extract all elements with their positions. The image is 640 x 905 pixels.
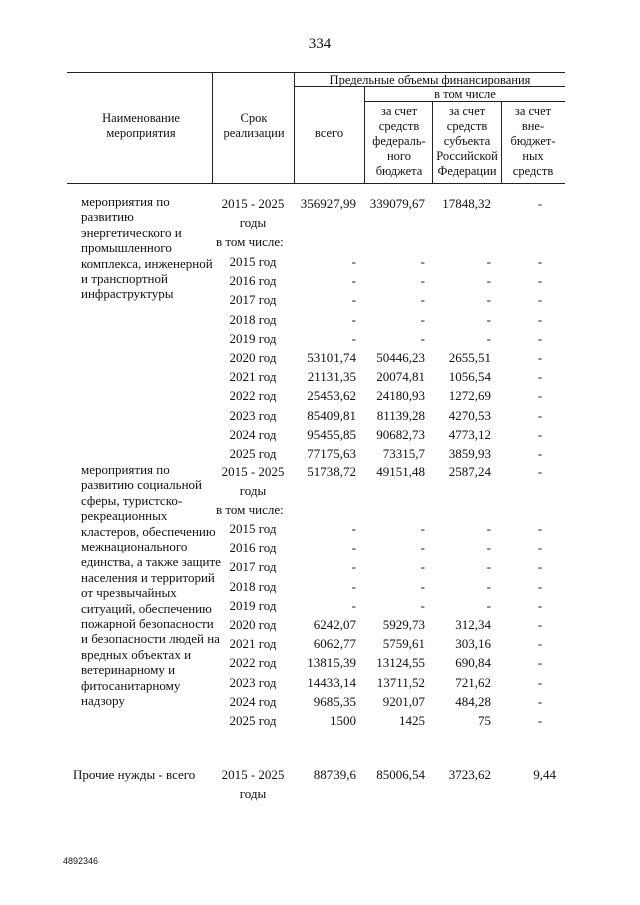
regional-value: 690,84 [455,655,491,670]
federal-value: 13124,55 [376,655,425,670]
regional-value: 2655,51 [448,350,491,365]
section-2-period-unit: годы [239,483,267,498]
year-label: 2015 год [229,254,277,269]
header-divider-1 [212,72,213,183]
federal-value: 13711,52 [376,675,425,690]
section-1-regional: 17848,32 [442,196,491,211]
total-value: - [351,273,356,288]
federal-value: - [420,540,425,555]
federal-value: - [420,292,425,307]
section-1-total: 356927,99 [300,196,356,211]
extra-value: - [537,559,543,574]
year-label: 2019 год [229,598,277,613]
year-label: 2025 год [229,713,277,728]
extra-value: - [537,273,543,288]
federal-value: - [420,331,425,346]
federal-value: 5759,61 [382,636,425,651]
header-total: всего [314,126,344,140]
regional-value: - [486,312,491,327]
regional-value: 3859,93 [448,446,491,461]
total-value: - [351,540,356,555]
header-regional: за счет средств субъекта Российской Федерации [436,104,498,178]
regional-value: 721,62 [455,675,491,690]
section-2-name: мероприятия по развитию социальной сферы, туристско-рекреационных кластеров, обеспечению межнационального единства, а также защите населения и территорий от чрезвычайных ситуаций, обеспечению пожарной безопасности и безопасности людей на вредных объектах и ветеринарному и фитосанитарному надзору [81,462,221,709]
year-label: 2021 год [229,369,277,384]
year-label: 2018 год [229,579,277,594]
regional-value: - [486,559,491,574]
regional-value: - [486,292,491,307]
header-federal: за счет средств федераль-ного бюджета [372,104,426,178]
header-name: Наименование мероприятия [102,111,180,140]
extra-value: - [537,579,543,594]
other-needs-extra: 9,44 [533,767,556,782]
federal-value: 73315,7 [382,446,425,461]
section-1-extra: - [537,196,543,211]
section-1-federal: 339079,67 [369,196,425,211]
header-divider-2 [294,72,295,183]
extra-value: - [537,292,543,307]
federal-value: 1425 [399,713,425,728]
regional-value: 4773,12 [448,427,491,442]
header-divider-5 [501,101,502,183]
total-value: 85409,81 [307,408,356,423]
regional-value: - [486,331,491,346]
section-2-federal: 49151,48 [376,464,425,479]
extra-value: - [537,446,543,461]
regional-value: - [486,540,491,555]
other-needs-regional: 3723,62 [448,767,491,782]
extra-value: - [537,331,543,346]
federal-value: 50446,23 [376,350,425,365]
total-value: 1500 [330,713,356,728]
extra-value: - [537,369,543,384]
year-label: 2017 год [229,292,277,307]
year-label: 2020 год [229,617,277,632]
section-2-including: в том числе: [216,502,284,517]
total-value: - [351,312,356,327]
year-label: 2016 год [229,540,277,555]
total-value: - [351,579,356,594]
regional-value: 484,28 [455,694,491,709]
total-value: 95455,85 [307,427,356,442]
year-label: 2019 год [229,331,277,346]
year-label: 2022 год [229,655,277,670]
total-value: 21131,35 [307,369,356,384]
section-2-total: 51738,72 [307,464,356,479]
federal-value: 9201,07 [382,694,425,709]
extra-value: - [537,427,543,442]
federal-value: 24180,93 [376,388,425,403]
year-label: 2015 год [229,521,277,536]
section-2-period: 2015 - 2025 [221,464,285,479]
footer-code: 4892346 [63,856,99,866]
regional-value: - [486,254,491,269]
extra-value: - [537,636,543,651]
federal-value: - [420,273,425,288]
year-label: 2022 год [229,388,277,403]
federal-value: - [420,254,425,269]
total-value: 6062,77 [313,636,356,651]
regional-value: 303,16 [455,636,491,651]
total-value: 53101,74 [307,350,356,365]
extra-value: - [537,388,543,403]
regional-value: - [486,598,491,613]
year-label: 2025 год [229,446,277,461]
extra-value: - [537,408,543,423]
other-needs-period: 2015 - 2025 [221,767,285,782]
regional-value: 1272,69 [448,388,491,403]
federal-value: - [420,598,425,613]
total-value: - [351,331,356,346]
header-funding-title: Предельные объемы финансирования [329,73,531,87]
section-1-period: 2015 - 2025 [221,196,285,211]
year-label: 2020 год [229,350,277,365]
total-value: 77175,63 [307,446,356,461]
total-value: 25453,62 [307,388,356,403]
section-1-including: в том числе: [216,234,284,249]
federal-value: 90682,73 [376,427,425,442]
regional-value: 312,34 [455,617,491,632]
other-needs-total: 88739,6 [313,767,356,782]
regional-value: - [486,579,491,594]
header-bottom-rule [67,183,565,184]
section-1-name: мероприятия по развитию энергетического и промышленного комплекса, инженерной и транспортной инфраструктуры [81,194,213,302]
year-label: 2023 год [229,675,277,690]
other-needs-name: Прочие нужды - всего [73,767,196,782]
regional-value: 75 [478,713,491,728]
header-term: Срок реализации [223,111,285,140]
regional-value: - [486,521,491,536]
year-label: 2023 год [229,408,277,423]
section-1-period-unit: годы [239,215,267,230]
federal-value: - [420,312,425,327]
section-2-extra: - [537,464,543,479]
extra-value: - [537,655,543,670]
section-2-regional: 2587,24 [448,464,491,479]
other-needs-federal: 85006,54 [376,767,425,782]
federal-value: 20074,81 [376,369,425,384]
federal-value: - [420,559,425,574]
total-value: 13815,39 [307,655,356,670]
total-value: 6242,07 [313,617,356,632]
regional-value: 1056,54 [448,369,491,384]
extra-value: - [537,521,543,536]
total-value: - [351,559,356,574]
total-value: - [351,292,356,307]
total-value: 14433,14 [307,675,356,690]
year-label: 2016 год [229,273,277,288]
total-value: - [351,598,356,613]
year-label: 2021 год [229,636,277,651]
year-label: 2024 год [229,694,277,709]
federal-value: - [420,521,425,536]
header-divider-3 [364,86,365,183]
year-label: 2018 год [229,312,277,327]
page-number: 334 [308,36,332,52]
federal-value: 5929,73 [382,617,425,632]
regional-value: 4270,53 [448,408,491,423]
federal-value: - [420,579,425,594]
extra-value: - [537,675,543,690]
total-value: - [351,254,356,269]
extra-value: - [537,598,543,613]
regional-value: - [486,273,491,288]
year-label: 2024 год [229,427,277,442]
extra-value: - [537,694,543,709]
other-needs-period-unit: годы [239,786,267,801]
extra-value: - [537,540,543,555]
extra-value: - [537,617,543,632]
extra-value: - [537,713,543,728]
extra-value: - [537,312,543,327]
header-extra: за счет вне-бюджет-ных средств [510,104,556,178]
extra-value: - [537,350,543,365]
total-value: - [351,521,356,536]
year-label: 2017 год [229,559,277,574]
header-including: в том числе [434,87,496,101]
total-value: 9685,35 [313,694,356,709]
federal-value: 81139,28 [376,408,425,423]
extra-value: - [537,254,543,269]
